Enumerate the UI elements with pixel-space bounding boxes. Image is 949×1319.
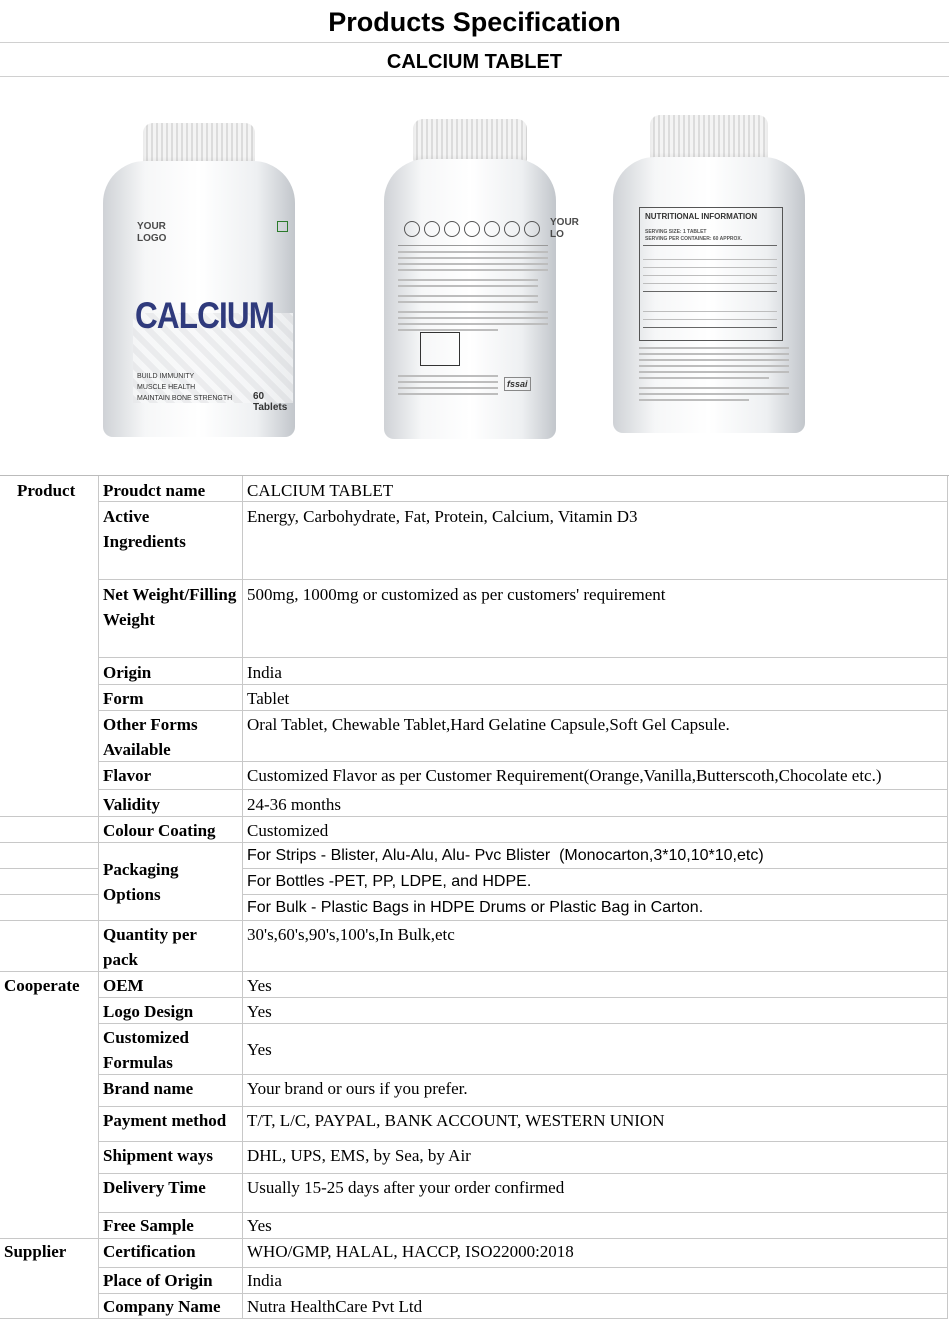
value-delivery-time: Usually 15-25 days after your order confirmed [247,1178,565,1197]
product-subtitle: CALCIUM TABLET [0,43,949,77]
label-flavor: Flavor [103,766,152,785]
group-cooperate: Cooperate [4,976,80,995]
tablet-count: 60 Tablets [253,391,288,413]
label-colour-coating: Colour Coating [103,821,216,840]
value-form: Tablet [247,689,290,708]
benefit-3: MAINTAIN BONE STRENGTH [137,395,233,402]
nutrition-heading: NUTRITIONAL INFORMATION [645,212,758,221]
label-packaging-options: Packaging Options [103,860,179,904]
value-brand-name: Your brand or ours if you prefer. [247,1079,468,1098]
servings-per-container: SERVING PER CONTAINER: 60 APPROX. [645,236,743,242]
group-product: Product [17,481,76,500]
label-product-name: Proudct name [103,481,206,500]
value-validity: 24-36 months [247,795,341,814]
label-payment-method: Payment method [103,1111,227,1130]
label-brand-name: Brand name [103,1079,194,1098]
value-packaging-bulk: For Bulk - Plastic Bags in HDPE Drums or Plastic Bag in Carton. [247,899,704,916]
value-product-name: CALCIUM TABLET [247,481,394,500]
bottle-front-image [103,123,295,439]
label-logo-design: Logo Design [103,1002,194,1021]
label-free-sample: Free Sample [103,1216,194,1235]
label-company-name: Company Name [103,1297,221,1316]
benefit-1: BUILD IMMUNITY [137,373,195,380]
label-validity: Validity [103,795,161,814]
label-net-weight: Net Weight/Filling Weight [103,585,237,629]
page-title: Products Specification [0,0,949,43]
value-net-weight: 500mg, 1000mg or customized as per customers' requirement [247,585,666,604]
value-colour-coating: Customized [247,821,329,840]
fssai-logo: fssai [504,377,531,391]
value-company-name: Nutra HealthCare Pvt Ltd [247,1297,423,1316]
label-certification: Certification [103,1242,196,1261]
value-customized-formulas: Yes [247,1040,272,1059]
label-origin: Origin [103,663,152,682]
value-other-forms: Oral Tablet, Chewable Tablet,Hard Gelatine Capsule,Soft Gel Capsule. [247,715,730,734]
label-shipment-ways: Shipment ways [103,1146,214,1165]
bottle-side-image [384,119,579,441]
value-place-of-origin: India [247,1271,282,1290]
logo-placeholder-partial: YOUR LO [550,217,579,240]
veg-mark-icon [277,221,288,232]
label-place-of-origin: Place of Origin [103,1271,213,1290]
label-customized-formulas: Customized Formulas [103,1028,189,1072]
label-other-forms: Other Forms Available [103,715,198,759]
value-quantity-per-pack: 30's,60's,90's,100's,In Bulk,etc [247,925,455,944]
value-oem: Yes [247,976,272,995]
value-origin: India [247,663,282,682]
value-certification: WHO/GMP, HALAL, HACCP, ISO22000:2018 [247,1242,574,1261]
value-packaging-bottles: For Bottles -PET, PP, LDPE, and HDPE. [247,873,532,890]
serving-size: SERVING SIZE: 1 TABLET [645,229,707,235]
label-active-ingredients: Active Ingredients [103,507,186,551]
value-logo-design: Yes [247,1002,272,1021]
benefit-2: MUSCLE HEALTH [137,384,196,391]
value-payment-method: T/T, L/C, PAYPAL, BANK ACCOUNT, WESTERN UNION [247,1111,665,1130]
label-delivery-time: Delivery Time [103,1178,206,1197]
label-form: Form [103,689,144,708]
label-quantity-per-pack: Quantity per pack [103,925,197,969]
product-image-panel [0,77,949,476]
value-active-ingredients: Energy, Carbohydrate, Fat, Protein, Calcium, Vitamin D3 [247,507,638,526]
label-oem: OEM [103,976,144,995]
logo-placeholder: YOUR LOGO [137,221,167,244]
group-supplier: Supplier [4,1242,67,1261]
value-flavor: Customized Flavor as per Customer Requirement(Orange,Vanilla,Butterscoth,Chocolate etc.) [247,766,882,785]
product-name-label: CALCIUM [135,295,275,336]
bottle-back-image [613,115,805,435]
value-packaging-strips: For Strips - Blister, Alu-Alu, Alu- Pvc Blister (Monocarton,3*10,10*10,etc) [247,847,764,864]
value-shipment-ways: DHL, UPS, EMS, by Sea, by Air [247,1146,471,1165]
value-free-sample: Yes [247,1216,272,1235]
